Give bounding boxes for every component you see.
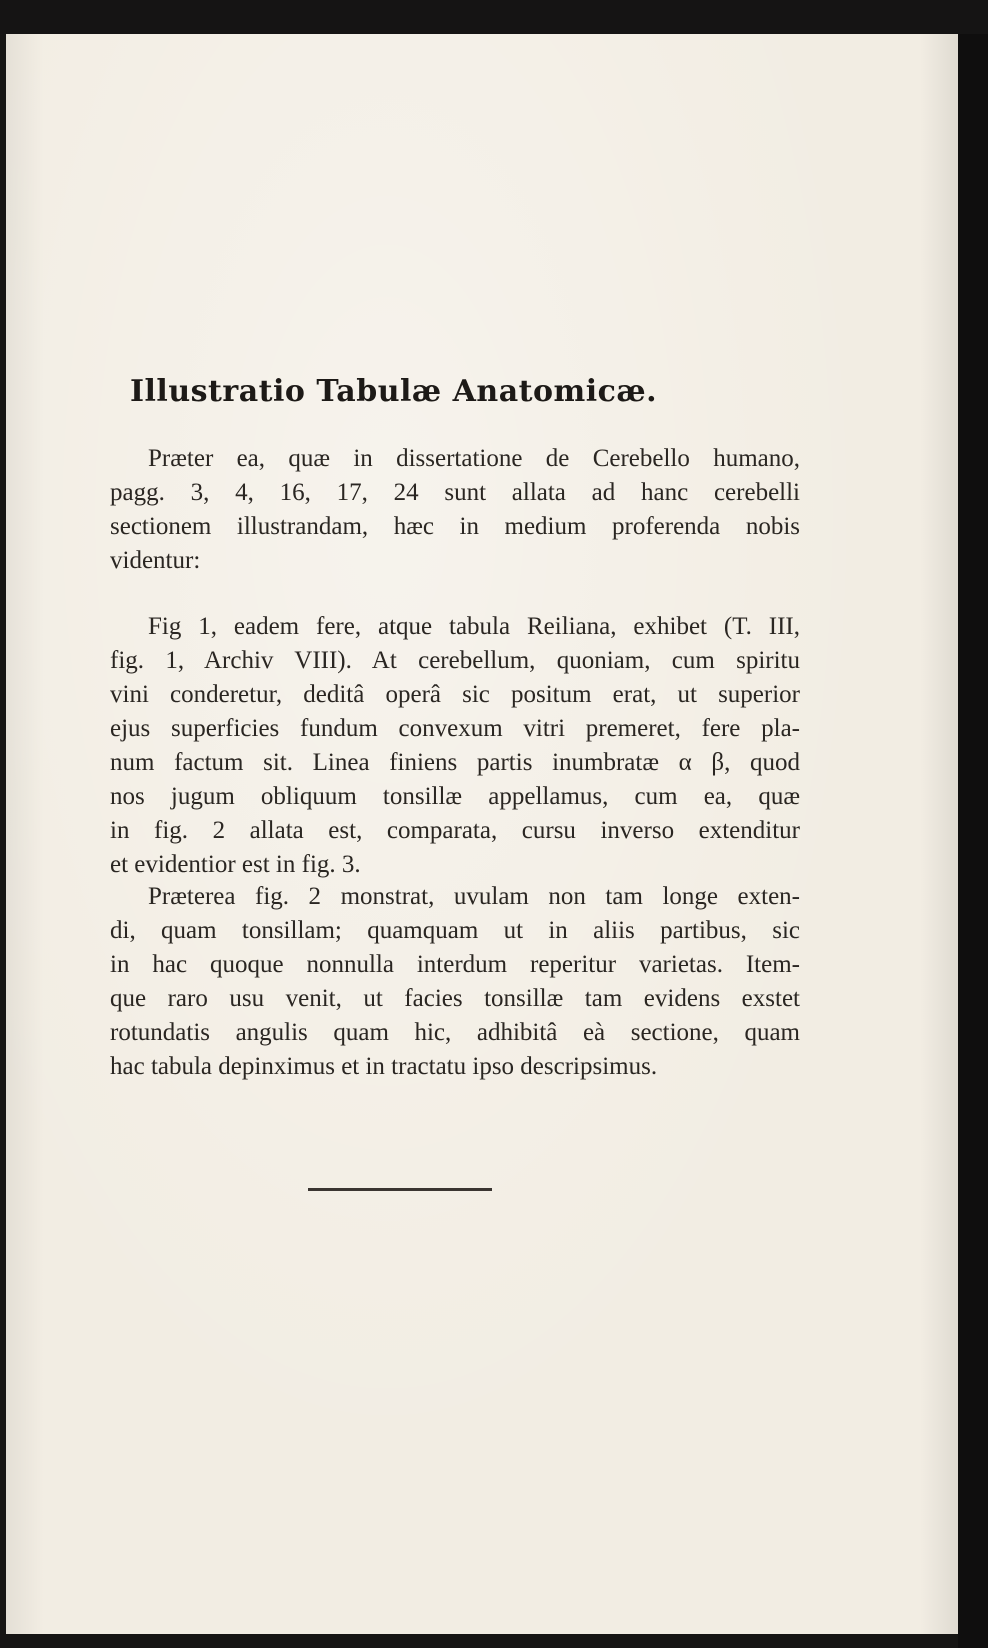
scan-right-edge (958, 34, 988, 1648)
closing-rule (308, 1188, 492, 1191)
page-heading: Illustratio Tabulæ Anatomicæ. (130, 374, 658, 409)
text-line: que raro usu venit, ut facies tonsillæ tam evidens exstet (110, 985, 800, 1012)
paragraph-3 (110, 880, 800, 1084)
text-line: Præterea fig. 2 monstrat, uvulam non tam longe exten- (148, 883, 800, 910)
text-line: nos jugum obliquum tonsillæ appellamus, cum ea, quæ (110, 783, 800, 810)
text-line: rotundatis angulis quam hic, adhibitâ eà sectione, quam (110, 1019, 800, 1046)
text-line: di, quam tonsillam; quamquam ut in aliis partibus, sic (110, 917, 800, 944)
paragraph-1 (110, 442, 800, 578)
scan-top-edge (0, 0, 988, 34)
text-line: hac tabula depinximus et in tractatu ipso descripsimus. (110, 1053, 658, 1080)
text-line: in hac quoque nonnulla interdum reperitur varietas. Item- (110, 951, 800, 978)
text-line: et evidentior est in fig. 3. (110, 851, 361, 878)
text-line: Præter ea, quæ in dissertatione de Cerebello humano, (148, 445, 800, 472)
text-line: pagg. 3, 4, 16, 17, 24 sunt allata ad hanc cerebelli (110, 479, 800, 506)
text-line: sectionem illustrandam, hæc in medium proferenda nobis (110, 513, 800, 540)
text-line: in fig. 2 allata est, comparata, cursu inverso extenditur (110, 817, 800, 844)
text-line: ejus superficies fundum convexum vitri premeret, fere pla- (110, 715, 800, 742)
paragraph-2 (110, 610, 800, 882)
text-line: fig. 1, Archiv VIII). At cerebellum, quoniam, cum spiritu (110, 647, 800, 674)
text-line: Fig 1, eadem fere, atque tabula Reiliana, exhibet (T. III, (148, 613, 800, 640)
text-line: videntur: (110, 547, 201, 574)
book-page (6, 34, 958, 1634)
text-line: vini conderetur, deditâ operâ sic positum erat, ut superior (110, 681, 800, 708)
text-line: num factum sit. Linea finiens partis inumbratæ α β, quod (110, 749, 800, 776)
